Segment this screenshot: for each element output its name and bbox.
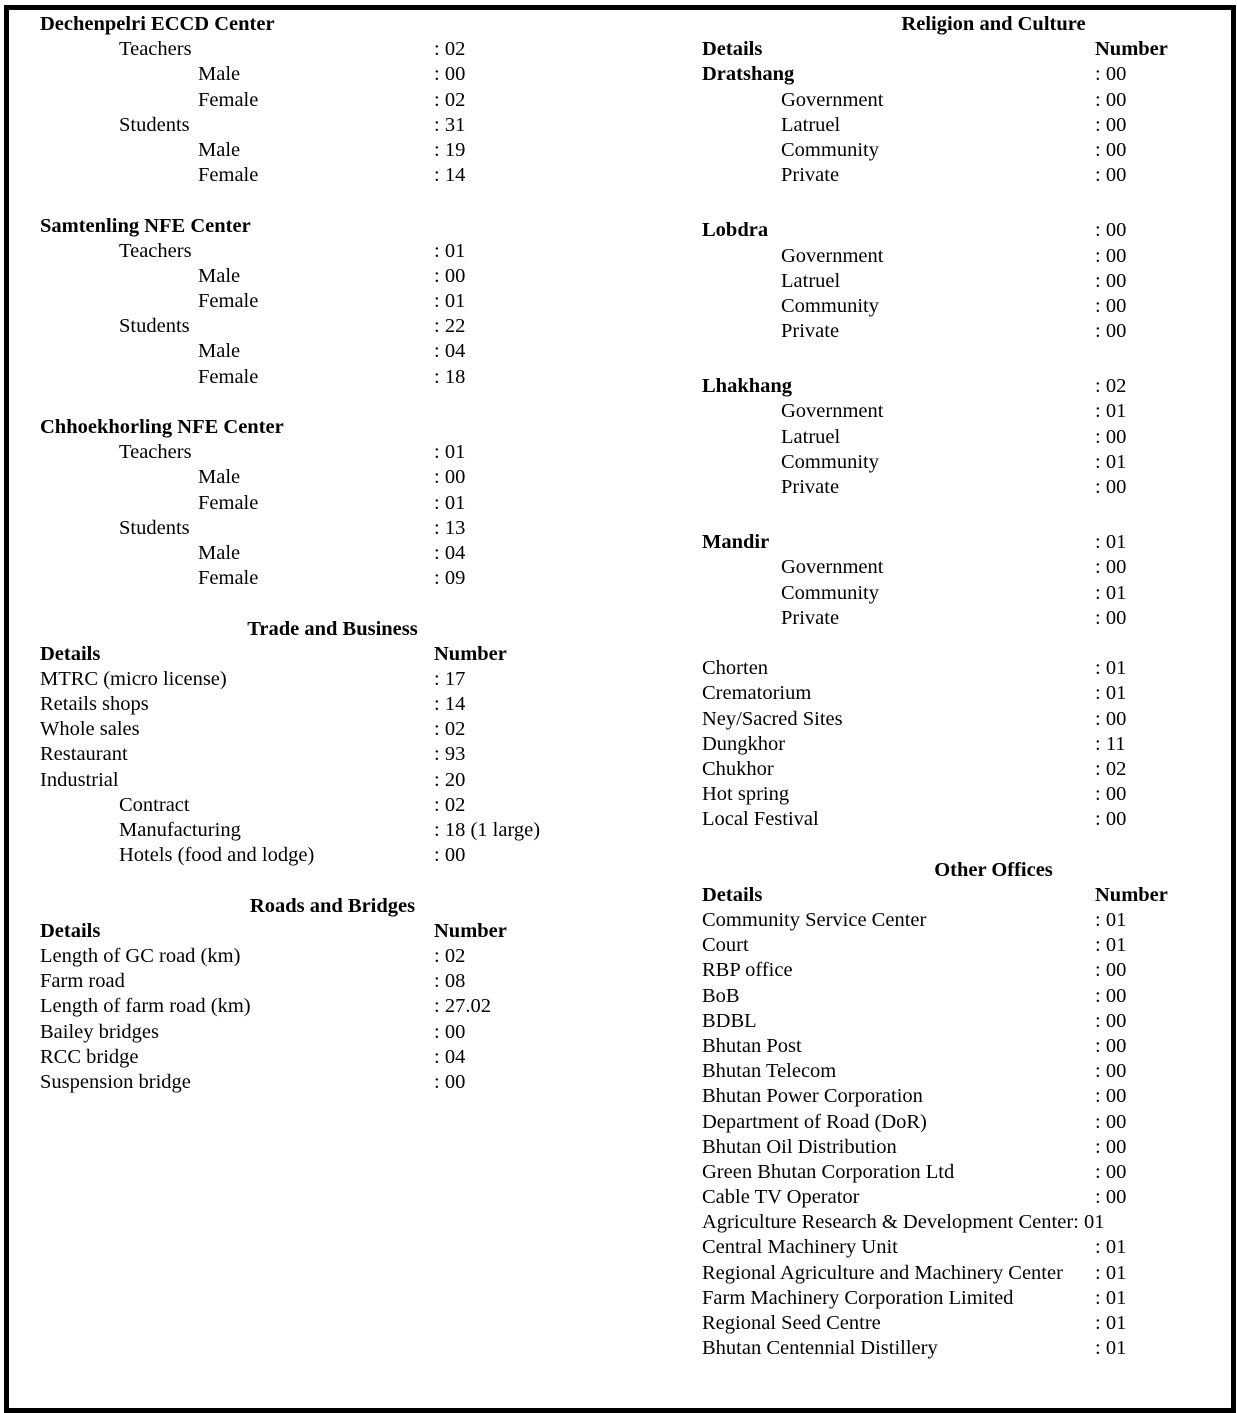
offices-title: Other Offices	[934, 858, 1053, 881]
table-row	[702, 1084, 1222, 1109]
row-value: : 00	[1095, 88, 1127, 111]
row-value: : 00	[434, 1020, 466, 1043]
row-label: Community	[781, 138, 879, 161]
row-value: : 01	[434, 239, 466, 262]
row-value: : 02	[434, 944, 466, 967]
list-item	[702, 138, 1222, 163]
row-value: : 00	[1095, 1135, 1127, 1158]
list-item	[702, 581, 1222, 606]
row-value: : 00	[1095, 63, 1127, 86]
row-label: Latruel	[781, 425, 841, 448]
samtenling-teachers-female-row	[40, 289, 660, 314]
table-row	[40, 843, 660, 868]
row-value: : 00	[1095, 1160, 1127, 1183]
table-row	[40, 818, 660, 843]
table-row	[40, 1020, 660, 1045]
list-item	[702, 475, 1222, 500]
row-value: : 01	[1095, 682, 1127, 705]
row-value: : 00	[1095, 1009, 1127, 1032]
religion-header-row	[702, 37, 1222, 62]
table-row	[702, 1311, 1222, 1336]
row-value: : 01	[1095, 1236, 1127, 1259]
table-row	[40, 969, 660, 994]
row-label: Private	[781, 320, 840, 343]
chhoekhorling-teachers-row	[40, 440, 660, 465]
list-item	[702, 163, 1222, 188]
list-item	[702, 113, 1222, 138]
chhoekhorling-students-male-row	[40, 541, 660, 566]
row-value: : 02	[434, 38, 466, 61]
table-row	[702, 1034, 1222, 1059]
row-value: : 00	[1095, 476, 1127, 498]
row-label: Teachers	[119, 441, 192, 464]
row-value: : 00	[1095, 1034, 1127, 1057]
table-row	[702, 1210, 1222, 1235]
row-value: : 04	[434, 340, 466, 363]
row-value: : 01	[1095, 400, 1127, 423]
samtenling-students-male-row	[40, 339, 660, 364]
row-value: : 00	[1095, 984, 1127, 1007]
trade-title: Trade and Business	[247, 617, 418, 640]
row-label: Length of farm road (km)	[40, 995, 251, 1018]
table-row	[40, 768, 660, 793]
samtenling-title: Samtenling NFE Center	[40, 214, 251, 237]
row-value: : 00	[1095, 269, 1127, 292]
column-header-details: Details	[702, 38, 763, 61]
row-label: Regional Seed Centre	[702, 1312, 881, 1334]
row-value: : 00	[1095, 1060, 1127, 1083]
row-value: : 00	[434, 844, 466, 867]
samtenling-heading-row	[40, 214, 660, 239]
column-header-details: Details	[40, 919, 101, 942]
eccd-teachers-row	[40, 37, 660, 62]
row-value: : 00	[1095, 707, 1127, 730]
row-label: MTRC (micro license)	[40, 667, 227, 690]
row-value: : 00	[434, 63, 466, 86]
row-label: Male	[198, 63, 241, 86]
eccd-students-row	[40, 113, 660, 138]
row-value: : 13	[434, 516, 466, 539]
list-item	[702, 88, 1222, 113]
row-value: : 02	[434, 793, 466, 816]
row-label: Community Service Center	[702, 909, 927, 931]
row-value: : 02	[1095, 375, 1127, 398]
row-value: : 00	[1095, 1110, 1127, 1133]
table-row	[702, 1185, 1222, 1210]
row-value: : 11	[1095, 732, 1126, 755]
eccd-students-female-row	[40, 163, 660, 188]
row-label: Bailey bridges	[40, 1020, 159, 1043]
column-header-number: Number	[434, 642, 507, 665]
row-label: Mandir	[702, 531, 770, 554]
list-item	[702, 294, 1222, 319]
row-label: Lobdra	[702, 219, 769, 242]
chhoekhorling-students-row	[40, 516, 660, 541]
row-label: Private	[781, 164, 840, 187]
row-value: : 14	[434, 164, 466, 187]
row-value: : 02	[434, 88, 466, 111]
mandir-row	[702, 530, 1222, 555]
list-item	[702, 450, 1222, 475]
list-item	[702, 425, 1222, 450]
roads-header-row	[40, 919, 660, 944]
row-value: : 00	[1095, 425, 1127, 448]
column-header-details: Details	[702, 883, 763, 906]
row-value: : 00	[434, 1070, 466, 1093]
row-label: Community	[781, 450, 879, 473]
row-label: Chorten	[702, 657, 769, 680]
row-label: Cable TV Operator	[702, 1186, 860, 1209]
table-row	[40, 717, 660, 742]
row-label: Male	[198, 466, 241, 489]
row-label: Bhutan Centennial Distillery	[702, 1337, 938, 1360]
table-row	[702, 1160, 1222, 1185]
row-value: : 19	[434, 138, 466, 161]
row-value: : 00	[1095, 959, 1127, 982]
row-label: Bhutan Power Corporation	[702, 1085, 923, 1108]
row-value: : 00	[1095, 113, 1127, 136]
row-label: Retails shops	[40, 693, 149, 716]
row-value: : 00	[434, 264, 466, 287]
list-item	[702, 656, 1222, 681]
row-label: Private	[781, 606, 840, 629]
list-item	[702, 606, 1222, 631]
offices-header-row	[702, 883, 1222, 908]
row-label: Government	[781, 88, 884, 111]
row-label: Dratshang	[702, 63, 795, 86]
row-label: Lhakhang	[702, 375, 793, 398]
row-value: : 00	[1095, 294, 1127, 317]
row-label: Students	[119, 315, 190, 338]
table-row	[702, 958, 1222, 983]
row-value: : 27.02	[434, 995, 491, 1018]
eccd-teachers-male-row	[40, 62, 660, 87]
eccd-heading-row	[40, 12, 660, 37]
row-label: Students	[119, 113, 190, 136]
column-header-number: Number	[434, 919, 507, 942]
row-value: : 01	[434, 441, 466, 464]
row-value: : 00	[1095, 219, 1127, 242]
row-label: Latruel	[781, 113, 841, 136]
lhakhang-row	[702, 374, 1222, 399]
chhoekhorling-title: Chhoekhorling NFE Center	[40, 416, 284, 438]
row-value: : 20	[434, 768, 466, 791]
row-label: Farm road	[40, 970, 125, 993]
table-row	[702, 1059, 1222, 1084]
lobdra-row	[702, 218, 1222, 243]
row-value: : 18	[434, 365, 466, 388]
row-value: : 01	[1095, 657, 1127, 680]
list-item	[702, 319, 1222, 344]
row-value: : 93	[434, 743, 466, 766]
chhoekhorling-students-female-row	[40, 566, 660, 591]
samtenling-teachers-row	[40, 239, 660, 264]
row-value: : 14	[434, 693, 466, 716]
table-row	[702, 1110, 1222, 1135]
table-row	[702, 1135, 1222, 1160]
row-label: Central Machinery Unit	[702, 1236, 898, 1259]
row-label: Male	[198, 138, 241, 161]
table-row	[40, 793, 660, 818]
table-row	[702, 1261, 1222, 1286]
row-label: Community	[781, 581, 879, 604]
row-value: : 01	[434, 290, 466, 313]
row-label: Green Bhutan Corporation Ltd	[702, 1160, 955, 1183]
list-item	[702, 399, 1222, 424]
row-value: : 04	[434, 541, 466, 564]
row-label: Teachers	[119, 239, 192, 262]
list-item	[702, 681, 1222, 706]
row-value: : 01	[1095, 581, 1127, 604]
row-value: : 00	[1095, 808, 1127, 831]
row-value: : 02	[1095, 757, 1127, 780]
row-label: Suspension bridge	[40, 1070, 191, 1093]
row-value: : 00	[434, 466, 466, 489]
samtenling-teachers-male-row	[40, 264, 660, 289]
row-value: : 01	[1095, 1337, 1127, 1360]
table-row	[702, 984, 1222, 1009]
row-label: Bhutan Post	[702, 1034, 802, 1057]
row-value: : 00	[1095, 244, 1127, 267]
list-item	[702, 782, 1222, 807]
row-label: Private	[781, 476, 840, 498]
samtenling-students-female-row	[40, 365, 660, 390]
row-label: Bhutan Telecom	[702, 1060, 837, 1083]
row-value: : 00	[1095, 1186, 1127, 1209]
table-row	[40, 1070, 660, 1095]
row-value: : 02	[434, 718, 466, 741]
table-row	[702, 933, 1222, 958]
row-label: Female	[198, 164, 259, 187]
row-label: Male	[198, 541, 241, 564]
row-label: BoB	[702, 984, 740, 1007]
table-row	[40, 1045, 660, 1070]
row-label: Female	[198, 290, 259, 313]
row-label: Government	[781, 244, 884, 267]
table-row	[702, 1235, 1222, 1260]
row-label: Hotels (food and lodge)	[119, 844, 315, 867]
row-label: Agriculture Research & Development Center: 01	[702, 1211, 1105, 1234]
row-label: RBP office	[702, 959, 793, 982]
list-item	[702, 269, 1222, 294]
row-label: Contract	[119, 793, 190, 816]
trade-header-row	[40, 642, 660, 667]
list-item	[702, 807, 1222, 832]
row-value: : 22	[434, 315, 466, 338]
chhoekhorling-teachers-male-row	[40, 465, 660, 490]
dratshang-row	[702, 62, 1222, 87]
row-label: Female	[198, 491, 259, 514]
table-row	[40, 944, 660, 969]
table-row	[40, 667, 660, 692]
table-row	[40, 994, 660, 1019]
chhoekhorling-heading-row	[40, 415, 660, 440]
religion-title: Religion and Culture	[901, 13, 1086, 35]
list-item	[702, 555, 1222, 580]
row-label: Community	[781, 294, 879, 317]
eccd-students-male-row	[40, 138, 660, 163]
row-label: Restaurant	[40, 743, 128, 766]
list-item	[702, 732, 1222, 757]
table-row	[702, 1286, 1222, 1311]
row-label: Ney/Sacred Sites	[702, 707, 843, 730]
list-item	[702, 757, 1222, 782]
row-label: Female	[198, 365, 259, 388]
column-header-number: Number	[1095, 883, 1168, 906]
list-item	[702, 244, 1222, 269]
row-value: : 01	[434, 491, 466, 514]
eccd-teachers-female-row	[40, 88, 660, 113]
table-row	[40, 742, 660, 767]
row-label: Chukhor	[702, 757, 774, 780]
table-row	[702, 908, 1222, 933]
row-label: Industrial	[40, 768, 119, 791]
row-label: Bhutan Oil Distribution	[702, 1135, 897, 1158]
row-label: Government	[781, 400, 884, 423]
row-value: : 18 (1 large)	[434, 819, 541, 841]
row-label: Male	[198, 264, 241, 287]
row-value: : 00	[1095, 320, 1127, 343]
table-row	[40, 692, 660, 717]
row-label: Court	[702, 934, 749, 957]
row-value: : 01	[1095, 934, 1127, 957]
row-value: : 00	[1095, 783, 1127, 806]
row-value: : 01	[1095, 1312, 1127, 1334]
row-value: : 01	[1095, 531, 1127, 554]
row-label: Dungkhor	[702, 732, 786, 755]
row-label: Local Festival	[702, 808, 819, 831]
row-value: : 01	[1095, 1286, 1127, 1309]
chhoekhorling-teachers-female-row	[40, 491, 660, 516]
column-header-details: Details	[40, 642, 101, 665]
row-label: Whole sales	[40, 718, 140, 741]
row-value: : 31	[434, 113, 466, 136]
row-label: Female	[198, 88, 259, 111]
row-value: : 09	[434, 567, 466, 590]
row-label: Length of GC road (km)	[40, 944, 241, 967]
row-value: : 08	[434, 970, 466, 993]
eccd-title: Dechenpelri ECCD Center	[40, 13, 275, 35]
row-value: : 04	[434, 1045, 466, 1068]
roads-title: Roads and Bridges	[249, 894, 416, 917]
row-value: : 00	[1095, 1085, 1127, 1108]
row-label: Regional Agriculture and Machinery Center	[702, 1261, 1063, 1284]
row-value: : 00	[1095, 606, 1127, 629]
column-header-number: Number	[1095, 38, 1168, 61]
row-label: Government	[781, 556, 884, 579]
table-row	[702, 1009, 1222, 1034]
samtenling-students-row	[40, 314, 660, 339]
row-label: Manufacturing	[119, 819, 241, 841]
row-value: : 00	[1095, 556, 1127, 579]
row-value: : 01	[1095, 909, 1127, 931]
row-label: Teachers	[119, 38, 192, 61]
row-label: RCC bridge	[40, 1045, 139, 1068]
row-label: Students	[119, 516, 190, 539]
row-label: Hot spring	[702, 783, 790, 806]
left-column	[40, 12, 660, 1095]
right-column	[702, 12, 1222, 1361]
row-value: : 00	[1095, 164, 1127, 187]
row-label: Latruel	[781, 269, 841, 292]
row-label: Crematorium	[702, 682, 812, 705]
row-value: : 00	[1095, 138, 1127, 161]
row-value: : 17	[434, 667, 466, 690]
row-label: BDBL	[702, 1009, 757, 1032]
table-row	[702, 1336, 1222, 1361]
row-label: Department of Road (DoR)	[702, 1110, 927, 1133]
row-value: : 01	[1095, 450, 1127, 473]
row-label: Farm Machinery Corporation Limited	[702, 1286, 1014, 1309]
list-item	[702, 707, 1222, 732]
row-label: Male	[198, 340, 241, 363]
row-label: Female	[198, 567, 259, 590]
row-value: : 01	[1095, 1261, 1127, 1284]
